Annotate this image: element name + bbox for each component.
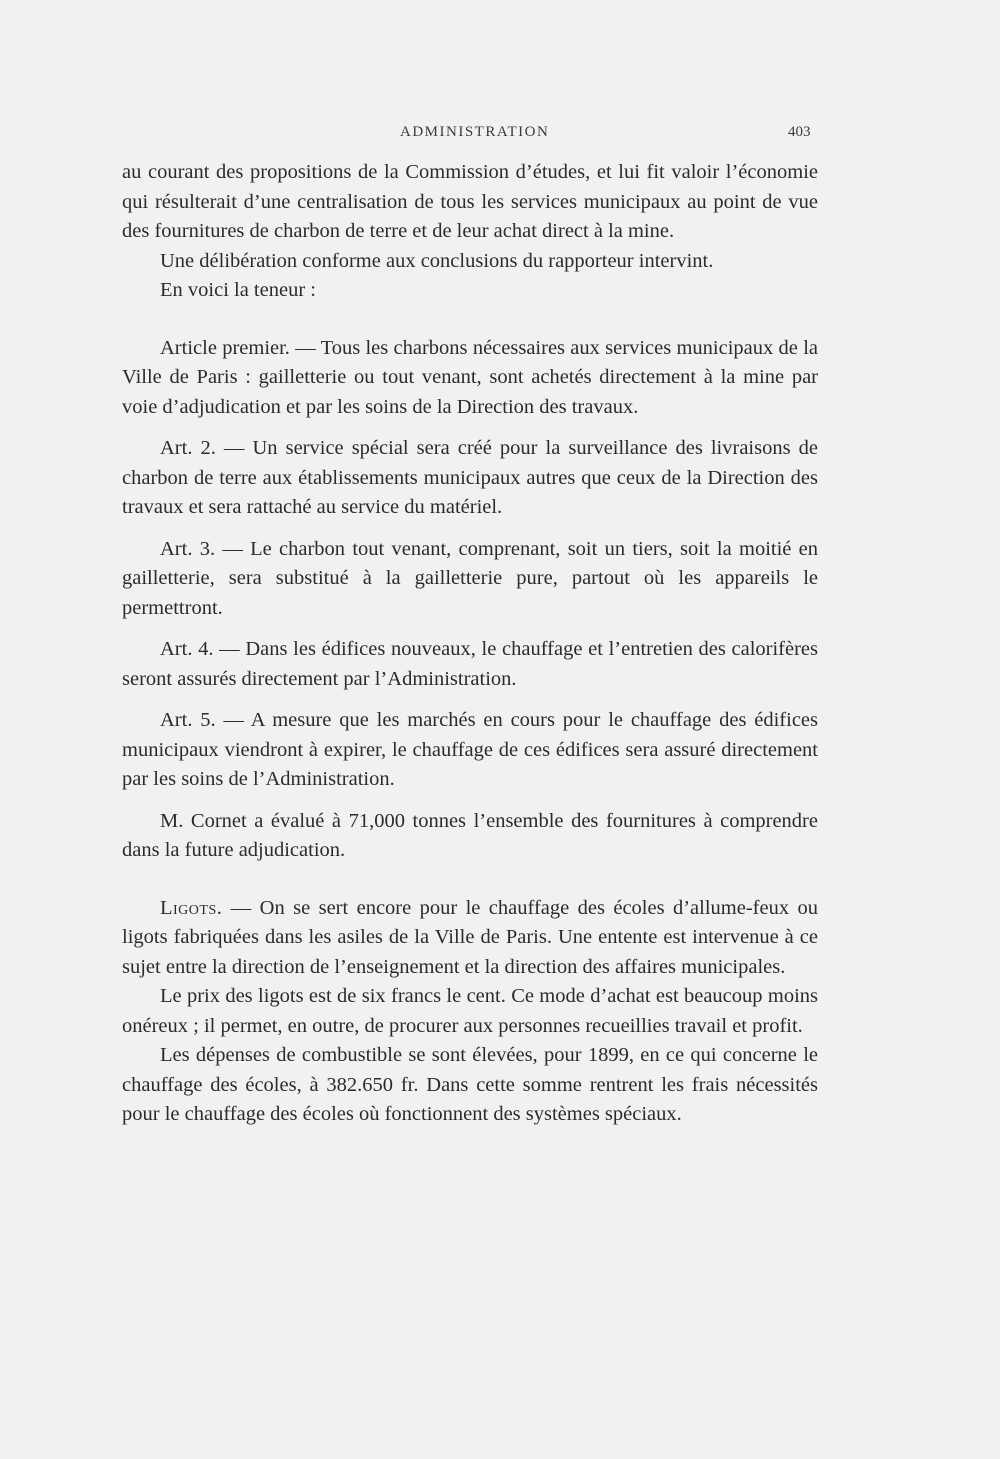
page-number: 403 bbox=[788, 124, 811, 140]
article-3: Art. 3. — Le charbon tout venant, comprenant, soit un tiers, soit la moitié en gailletterie, sera substitué à la gailletterie pure, partout où les appareils le permettront. bbox=[122, 537, 818, 619]
ligots-text: — On se sert encore pour le chauffage des écoles d’allume-feux ou ligots fabriquées dans les asiles de la Ville de Paris. Une entente est intervenue à ce sujet entre la direction de l’enseignement et la direction des affaires municipales. bbox=[122, 896, 818, 978]
paragraph-prix: Le prix des ligots est de six francs le cent. Ce mode d’achat est beaucoup moins onéreux ; il permet, en outre, de procurer aux personnes recueillies travail et profit. bbox=[122, 985, 818, 1037]
article-2: Art. 2. — Un service spécial sera créé pour la surveillance des livraisons de charbon de terre aux établissements municipaux autres que ceux de la Direction des travaux et sera rattaché au service du matériel. bbox=[122, 437, 818, 518]
body-text bbox=[122, 158, 818, 1130]
paragraph-ligots bbox=[122, 894, 818, 983]
paragraph-deliberation: Une délibération conforme aux conclusions du rapporteur intervint. bbox=[160, 249, 714, 272]
article-1: Article premier. — Tous les charbons nécessaires aux services municipaux de la Ville de Paris : gailletterie ou tout venant, sont achetés directement à la mine par voie d’adjudication et par les soins de la Direction des travaux. bbox=[122, 336, 818, 418]
paragraph-depenses: Les dépenses de combustible se sont élevées, pour 1899, en ce qui concerne le chauffage des écoles, à 382.650 fr. Dans cette somme rentrent les frais nécessités pour le chauffage des écoles où fonctionnent des systèmes spéciaux. bbox=[122, 1044, 818, 1125]
running-head-title: ADMINISTRATION bbox=[400, 124, 550, 140]
paragraph-teneur: En voici la teneur : bbox=[160, 279, 316, 301]
ligots-heading: Ligots. bbox=[160, 896, 223, 919]
article-5: Art. 5. — A mesure que les marchés en cours pour le chauffage des édifices municipaux viendront à expirer, le chauffage de ces édifices sera assuré directement par les soins de l’Administration. bbox=[122, 709, 818, 790]
paragraph-intro: au courant des propositions de la Commission d’études, et lui fit valoir l’économie qui résulterait d’une centralisation de tous les services municipaux au point de vue des fournitures de charbon de terre et de leur achat direct à la mine. bbox=[122, 161, 818, 242]
running-head bbox=[0, 124, 1000, 144]
paragraph-cornet: M. Cornet a évalué à 71,000 tonnes l’ensemble des fournitures à comprendre dans la future adjudication. bbox=[122, 809, 818, 861]
article-4: Art. 4. — Dans les édifices nouveaux, le chauffage et l’entretien des calorifères seront assurés directement par l’Administration. bbox=[122, 638, 818, 690]
